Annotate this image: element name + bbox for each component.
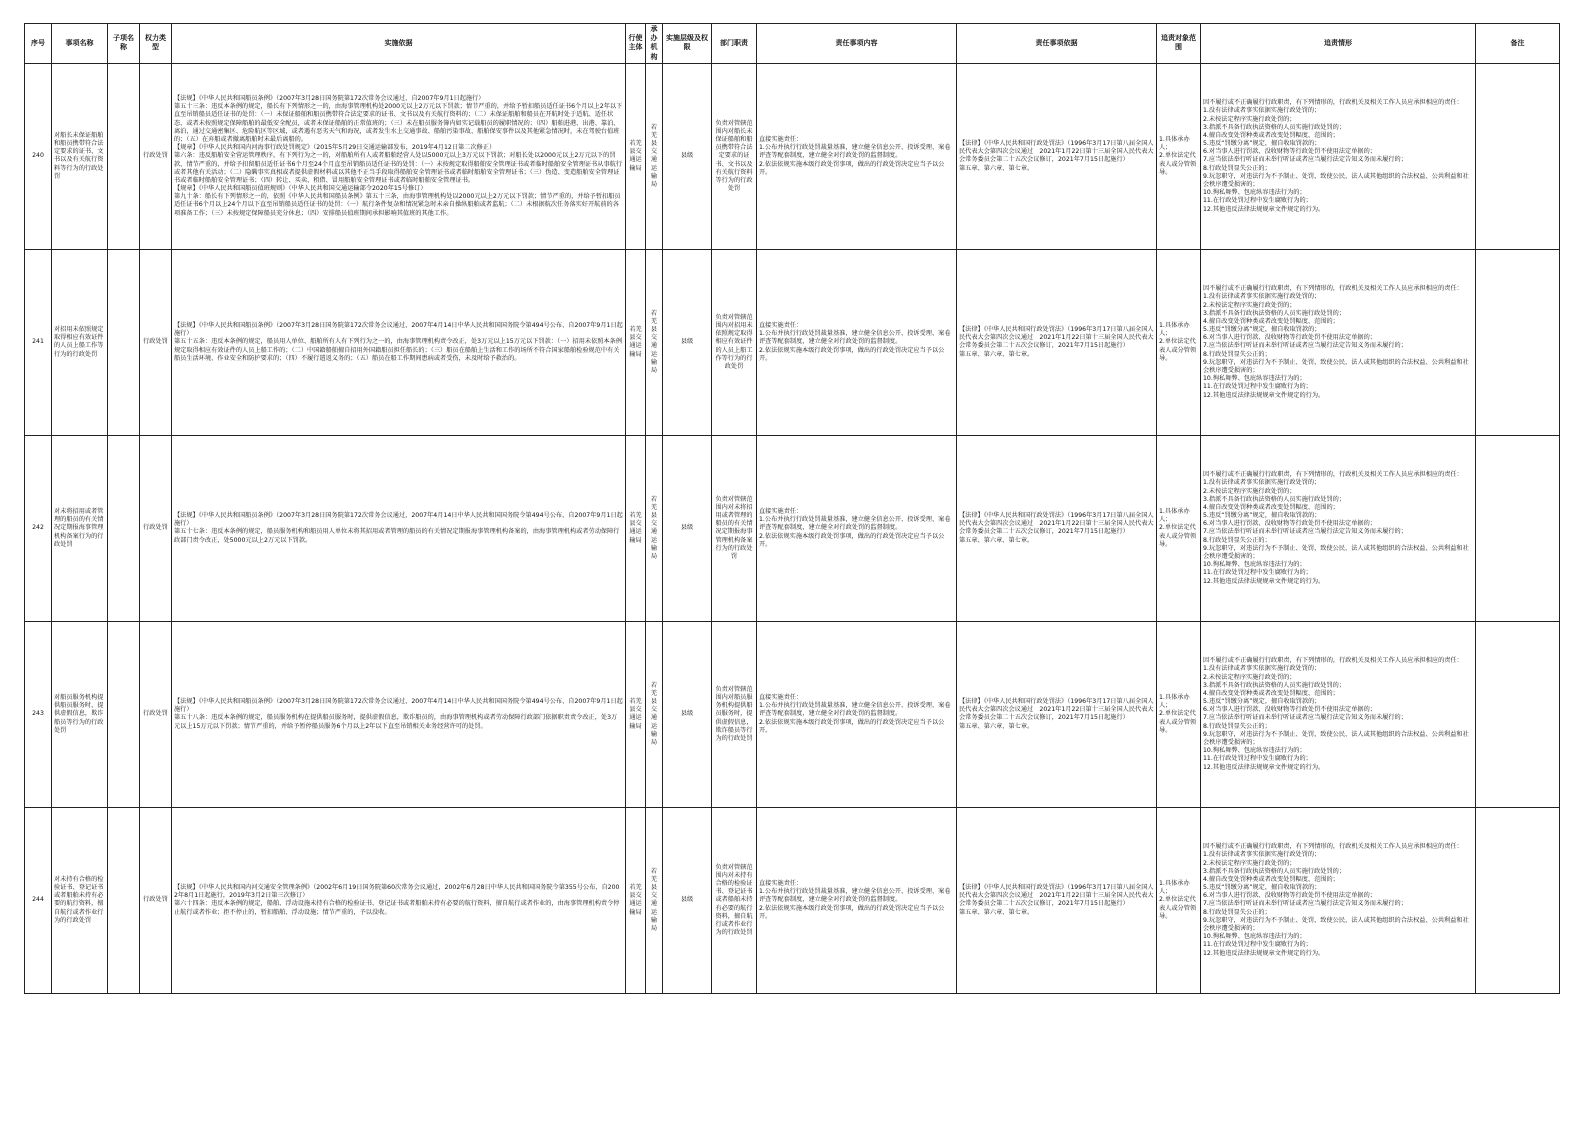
cell-content: 直接实施责任： 1.公布并执行行政处罚裁量基准，建立健全信息公开、投诉受理、案卷评查等配套制度，建立健全对行政处罚的监督制度。 2.依法依规实施本级行政处罚事项，做出的行政处罚决定应当予以公开。 [757,807,957,993]
cell-type: 行政处罚 [140,435,172,621]
cell-scope: 1.具体承办人； 2.单位法定代表人或分管领导。 [1157,249,1201,435]
cell-basis: 【法规】《中华人民共和国船员条例》（2007年3月28日国务院第172次常务会议通过，2007年4月14日中华人民共和国国务院令第494号公布，自2007年9月1日起施行） 第五十八条：违反本条例的规定，船员服务机构在提供船员服务时，提供虚假信息，欺诈船员的，由海事管理机构或者劳动保障行政部门依据职责责令改正，处3万元以上15万元以下罚款；情节严重的，并给予暂停船员服务6个月以上2年以下直至吊销相关业务经营许可的处罚。 [172,621,626,807]
cell-scope: 1.具体承办人； 2.单位法定代表人或分管领导。 [1157,621,1201,807]
cell-remark [1476,63,1560,249]
cell-basis: 【法规】《中华人民共和国内河交通安全管理条例》（2002年6月19日国务院第60次常务会议通过，2002年6月28日中华人民共和国国务院令第355号公布，自2002年8月1日起施行，2019年3月2日第三次修订） 第六十四条：违反本条例的规定，船舶、浮动设施未持有合格的检验证书、登记证书或者船舶未持有必要的航行资料，擅自航行或者作业的，由海事管理机构责令停止航行或者作业；拒不停止的，暂扣船舶、浮动设施；情节严重的，予以没收。 [172,807,626,993]
cell-basis: 【法规】《中华人民共和国船员条例》（2007年3月28日国务院第172次常务会议通过，2007年4月14日中华人民共和国国务院令第494号公布，自2007年9月1日起施行） 第五十七条：违反本条例的规定，船员服务机构和船员用人单位未将其招用或者管理的船员的有关情况定期报海事管理机构备案的，由海事管理机构或者劳动保障行政部门责令改正，处5000元以上2万元以下罚款。 [172,435,626,621]
header-situation: 追责情形 [1201,24,1476,64]
cell-no: 241 [25,249,52,435]
cell-org: 若羌县交通运输局 [646,63,663,249]
cell-level: 县级 [663,435,712,621]
cell-no: 242 [25,435,52,621]
cell-remark [1476,249,1560,435]
header-scope: 追责对象范围 [1157,24,1201,64]
cell-dep: 【法律】《中华人民共和国行政处罚法》（1996年3月17日第八届全国人民代表大会第四次会议通过 2021年1月22日第十三届全国人民代表大会常务委员会第二十五次会议修订，2021年7月15日起施行） 第五章、第六章、第七章。 [957,621,1157,807]
cell-type: 行政处罚 [140,807,172,993]
cell-situation: 因不履行或不正确履行行政职责，有下列情形的，行政机关及相关工作人员应承担相应的责任： 1.没有法律或者事实依据实施行政处罚的； 2.未按法定程序实施行政处罚的； 3.指派不具备行政执法资格的人员实施行政处罚的； 4.擅自改变处罚种类或者改变处罚幅度、范围的； 5.违反“罚缴分离”规定，擅自收取罚款的； 6.对当事人进行罚款、没收财物等行政处罚不使用法定单据的； 7.应当依法举行听证而未举行听证或者应当履行法定告知义务而未履行的； 8.行政处罚显失公正的； 9.玩忽职守，对违法行为不予制止、处罚，致使公民、法人或其他组织的合法权益、公共利益和社会秩序遭受损害的； 10.徇私舞弊、包庇纵容违法行为的； 11.在行政处罚过程中发生腐败行为的； 12.其他违反法律法规规章文件规定的行为。 [1201,807,1476,993]
cell-authority: 负责对管辖范围内对未持有合格的检验证书、登记证书或者船舶未持有必要的航行资料，擅自航行或者作业行为的行政处罚 [712,807,757,993]
cell-content: 直接实施责任： 1.公布并执行行政处罚裁量基准，建立健全信息公开、投诉受理、案卷评查等配套制度，建立健全对行政处罚的监督制度。 2.依法依规实施本级行政处罚事项，做出的行政处罚决定应当予以公开。 [757,63,957,249]
cell-dep: 【法律】《中华人民共和国行政处罚法》（1996年3月17日第八届全国人民代表大会第四次会议通过 2021年1月22日第十三届全国人民代表大会常务委员会第二十五次会议修订，2021年7月15日起施行） 第五章、第六章、第七章。 [957,249,1157,435]
cell-sub [108,63,140,249]
cell-sub [108,807,140,993]
table-header [25,24,1560,64]
cell-type: 行政处罚 [140,621,172,807]
cell-subject: 若羌县交通运输局 [626,621,646,807]
cell-type: 行政处罚 [140,63,172,249]
cell-sub [108,249,140,435]
cell-type: 行政处罚 [140,249,172,435]
cell-org: 若羌县交通运输局 [646,807,663,993]
cell-dep: 【法律】《中华人民共和国行政处罚法》（1996年3月17日第八届全国人民代表大会第四次会议通过 2021年1月22日第十三届全国人民代表大会常务委员会第二十五次会议修订，2021年7月15日起施行） 第五章、第六章、第七章。 [957,63,1157,249]
cell-authority: 负责对管辖范围内对船员服务机构提供船员服务时，提供虚假信息，欺诈船员等行为的行政处罚 [712,621,757,807]
cell-name: 对未持有合格的检验证书、登记证书或者船舶未持有必要的航行资料，擅自航行或者作业行为的行政处罚 [52,807,108,993]
cell-level: 县级 [663,621,712,807]
header-type: 权力类型 [140,24,172,64]
responsibility-table [24,23,1560,994]
cell-content: 直接实施责任： 1.公布并执行行政处罚裁量基准，建立健全信息公开、投诉受理、案卷评查等配套制度，建立健全对行政处罚的监督制度。 2.依法依规实施本级行政处罚事项，做出的行政处罚决定应当予以公开。 [757,435,957,621]
cell-no: 240 [25,63,52,249]
cell-situation: 因不履行或不正确履行行政职责，有下列情形的，行政机关及相关工作人员应承担相应的责任： 1.没有法律或者事实依据实施行政处罚的； 2.未按法定程序实施行政处罚的； 3.指派不具备行政执法资格的人员实施行政处罚的； 4.擅自改变处罚种类或者改变处罚幅度、范围的； 5.违反“罚缴分离”规定，擅自收取罚款的； 6.对当事人进行罚款、没收财物等行政处罚不使用法定单据的； 7.应当依法举行听证而未举行听证或者应当履行法定告知义务而未履行的； 8.行政处罚显失公正的； 9.玩忽职守，对违法行为不予制止、处罚，致使公民、法人或其他组织的合法权益、公共利益和社会秩序遭受损害的； 10.徇私舞弊、包庇纵容违法行为的； 11.在行政处罚过程中发生腐败行为的； 12.其他违反法律法规规章文件规定的行为。 [1201,63,1476,249]
header-subject: 行使主体 [626,24,646,64]
cell-subject: 若羌县交通运输局 [626,807,646,993]
header-level: 实施层级及权限 [663,24,712,64]
header-org: 承办机构 [646,24,663,64]
cell-org: 若羌县交通运输局 [646,621,663,807]
cell-subject: 若羌县交通运输局 [626,63,646,249]
table-row [25,621,1560,807]
cell-content: 直接实施责任： 1.公布并执行行政处罚裁量基准，建立健全信息公开、投诉受理、案卷评查等配套制度，建立健全对行政处罚的监督制度。 2.依法依规实施本级行政处罚事项，做出的行政处罚决定应当予以公开。 [757,249,957,435]
cell-name: 对招用未依照规定取得相应有效证件的人员上船工作等行为的行政处罚 [52,249,108,435]
cell-name: 对船员服务机构提供船员服务时，提供虚假信息，欺诈船员等行为的行政处罚 [52,621,108,807]
cell-scope: 1.具体承办人； 2.单位法定代表人或分管领导。 [1157,435,1201,621]
cell-no: 243 [25,621,52,807]
cell-remark [1476,807,1560,993]
cell-subject: 若羌县交通运输局 [626,249,646,435]
cell-basis: 【法规】《中华人民共和国船员条例》（2007年3月28日国务院第172次常务会议通过，自2007年9月1日起施行） 第五十三条：违反本条例的规定，船长有下列情形之一的，由海事管理机构处2000元以上2万元以下罚款；情节严重的，并给予暂扣船员适任证书6个月以上2年以下直至吊销船员适任证书的处罚：（一）未保证船舶和船员携带符合法定要求的证书、文书以及有关航行资料的；（二）未保证船舶和船员在开航时处于适航、适任状态，或者未按照规定保障船舶的最低安全配员，或者未保证船舶的正常值班的；（三）未在船员服务簿内如实记载船员的履职情况的；（四）船舶进港、出港、靠泊、离泊，通过交通密集区、危险航区等区域，或者遇有恶劣天气和海况，或者发生水上交通事故、船舶污染事故、船舶保安事件以及其他紧急情况时，未在驾驶台值班的；（五）在弃船或者撤离船舶时未最后离船的。 【规章】《中华人民共和国内河海事行政处罚规定》（2015年5月29日交通运输部发布，2019年4月12日第二次修正） 第六条：违反船舶安全营运管理秩序，有下列行为之一的，对船舶所有人或者船舶经营人处以5000元以上3万元以下罚款；对船长处以2000元以上2万元以下的罚款，情节严重的，并给予扣留船员适任证书6个月至24个月直至吊销船员适任证书的处罚：（一）未按规定取得船舶安全管理证书或者临时船舶安全管理证书从事航行或者其他有关活动；（二）隐瞒事实真相或者提供虚假材料或以其他不正当手段取得船舶安全管理证书或者临时船舶安全管理证书；（三）伪造、变造船舶安全管理证书或者临时船舶安全管理证书；（四）转让、买卖、租借、冒用船舶安全管理证书或者临时船舶安全管理证书。 【规章】《中华人民共和国船员值班规则》（中华人民共和国交通运输部令2020年15号修订） 第九十条：船长有下列情形之一的，依照《中华人民共和国船员条例》第五十三条，由海事管理机构处以2000元以上2万元以下罚款；情节严重的，并给予暂扣船员适任证书6个月以上24个月以下直至吊销船员适任证书的处罚：（一）航行条件复杂和情况紧急时未亲自操纵船舶或者监航；（二）未根据航次任务落实好开航前的各项准备工作；（三）未按规定保障船员充分休息；（四）安排船员值班期间承担影响其值班的其他工作。 [172,63,626,249]
cell-level: 县级 [663,249,712,435]
cell-name: 对船长未保证船舶和船员携带符合法定要求的证书、文书以及有关航行资料等行为的行政处罚 [52,63,108,249]
header-duty: 部门职责 [712,24,757,64]
cell-authority: 负责对管辖范围内对未将招用或者管理的船员的有关情况定期报海事管理机构备案行为的行政处罚 [712,435,757,621]
table-row [25,807,1560,993]
cell-level: 县级 [663,807,712,993]
header-name: 事项名称 [52,24,108,64]
table-row [25,63,1560,249]
cell-subject: 若羌县交通运输局 [626,435,646,621]
header-dep: 责任事项依据 [957,24,1157,64]
cell-situation: 因不履行或不正确履行行政职责，有下列情形的，行政机关及相关工作人员应承担相应的责任： 1.没有法律或者事实依据实施行政处罚的； 2.未按法定程序实施行政处罚的； 3.指派不具备行政执法资格的人员实施行政处罚的； 4.擅自改变处罚种类或者改变处罚幅度、范围的； 5.违反“罚缴分离”规定，擅自收取罚款的； 6.对当事人进行罚款、没收财物等行政处罚不使用法定单据的； 7.应当依法举行听证而未举行听证或者应当履行法定告知义务而未履行的； 8.行政处罚显失公正的； 9.玩忽职守，对违法行为不予制止、处罚，致使公民、法人或其他组织的合法权益、公共利益和社会秩序遭受损害的； 10.徇私舞弊、包庇纵容违法行为的； 11.在行政处罚过程中发生腐败行为的； 12.其他违反法律法规规章文件规定的行为。 [1201,621,1476,807]
cell-dep: 【法律】《中华人民共和国行政处罚法》（1996年3月17日第八届全国人民代表大会第四次会议通过 2021年1月22日第十三届全国人民代表大会常务委员会第二十五次会议修订，2021年7月15日起施行） 第五章、第六章、第七章。 [957,807,1157,993]
cell-situation: 因不履行或不正确履行行政职责，有下列情形的，行政机关及相关工作人员应承担相应的责任： 1.没有法律或者事实依据实施行政处罚的； 2.未按法定程序实施行政处罚的； 3.指派不具备行政执法资格的人员实施行政处罚的； 4.擅自改变处罚种类或者改变处罚幅度、范围的； 5.违反“罚缴分离”规定，擅自收取罚款的； 6.对当事人进行罚款、没收财物等行政处罚不使用法定单据的； 7.应当依法举行听证而未举行听证或者应当履行法定告知义务而未履行的； 8.行政处罚显失公正的； 9.玩忽职守，对违法行为不予制止、处罚，致使公民、法人或其他组织的合法权益、公共利益和社会秩序遭受损害的； 10.徇私舞弊、包庇纵容违法行为的； 11.在行政处罚过程中发生腐败行为的； 12.其他违反法律法规规章文件规定的行为。 [1201,435,1476,621]
header-content: 责任事项内容 [757,24,957,64]
cell-level: 县级 [663,63,712,249]
cell-remark [1476,621,1560,807]
cell-org: 若羌县交通运输局 [646,249,663,435]
cell-remark [1476,435,1560,621]
cell-no: 244 [25,807,52,993]
cell-sub [108,621,140,807]
cell-org: 若羌县交通运输局 [646,435,663,621]
cell-name: 对未将招用或者管理的船员的有关情况定期报海事管理机构备案行为的行政处罚 [52,435,108,621]
header-sub: 子项名称 [108,24,140,64]
header-no: 序号 [25,24,52,64]
table-row [25,435,1560,621]
cell-dep: 【法律】《中华人民共和国行政处罚法》（1996年3月17日第八届全国人民代表大会第四次会议通过 2021年1月22日第十三届全国人民代表大会常务委员会第二十五次会议修订，2021年7月15日起施行） 第五章、第六章、第七章。 [957,435,1157,621]
cell-authority: 负责对管辖范围内对船长未保证船舶和船员携带符合法定要求的证书、文书以及有关航行资料等行为的行政处罚 [712,63,757,249]
table-row [25,249,1560,435]
header-basis: 实施依据 [172,24,626,64]
cell-basis: 【法规】《中华人民共和国船员条例》（2007年3月28日国务院第172次常务会议通过，2007年4月14日中华人民共和国国务院令第494号公布，自2007年9月1日起施行） 第五十五条：违反本条例的规定，船员用人单位、船舶所有人有下列行为之一的，由海事管理机构责令改正，处3万元以上15万元以下罚款：（一）招用未依照本条例规定取得相应有效证件的人员上船工作的；（二）中国籍船舶擅自招用外国籍船员担任船长的；（三）船员在船舶上生活和工作的场所不符合国家船舶检验规范中有关船员生活环境、作业安全和防护要求的；（四）不履行遣返义务的；（五）船员在船工作期间患病或者受伤，未及时给予救治的。 [172,249,626,435]
cell-authority: 负责对管辖范围内对招用未依照规定取得相应有效证件的人员上船工作等行为的行政处罚 [712,249,757,435]
cell-scope: 1.具体承办人； 2.单位法定代表人或分管领导。 [1157,63,1201,249]
cell-situation: 因不履行或不正确履行行政职责，有下列情形的，行政机关及相关工作人员应承担相应的责任： 1.没有法律或者事实依据实施行政处罚的； 2.未按法定程序实施行政处罚的； 3.指派不具备行政执法资格的人员实施行政处罚的； 4.擅自改变处罚种类或者改变处罚幅度、范围的； 5.违反“罚缴分离”规定，擅自收取罚款的； 6.对当事人进行罚款、没收财物等行政处罚不使用法定单据的； 7.应当依法举行听证而未举行听证或者应当履行法定告知义务而未履行的； 8.行政处罚显失公正的； 9.玩忽职守，对违法行为不予制止、处罚，致使公民、法人或其他组织的合法权益、公共利益和社会秩序遭受损害的； 10.徇私舞弊、包庇纵容违法行为的； 11.在行政处罚过程中发生腐败行为的； 12.其他违反法律法规规章文件规定的行为。 [1201,249,1476,435]
cell-content: 直接实施责任： 1.公布并执行行政处罚裁量基准，建立健全信息公开、投诉受理、案卷评查等配套制度，建立健全对行政处罚的监督制度。 2.依法依规实施本级行政处罚事项，做出的行政处罚决定应当予以公开。 [757,621,957,807]
header-remark: 备注 [1476,24,1560,64]
cell-scope: 1.具体承办人； 2.单位法定代表人或分管领导。 [1157,807,1201,993]
cell-sub [108,435,140,621]
